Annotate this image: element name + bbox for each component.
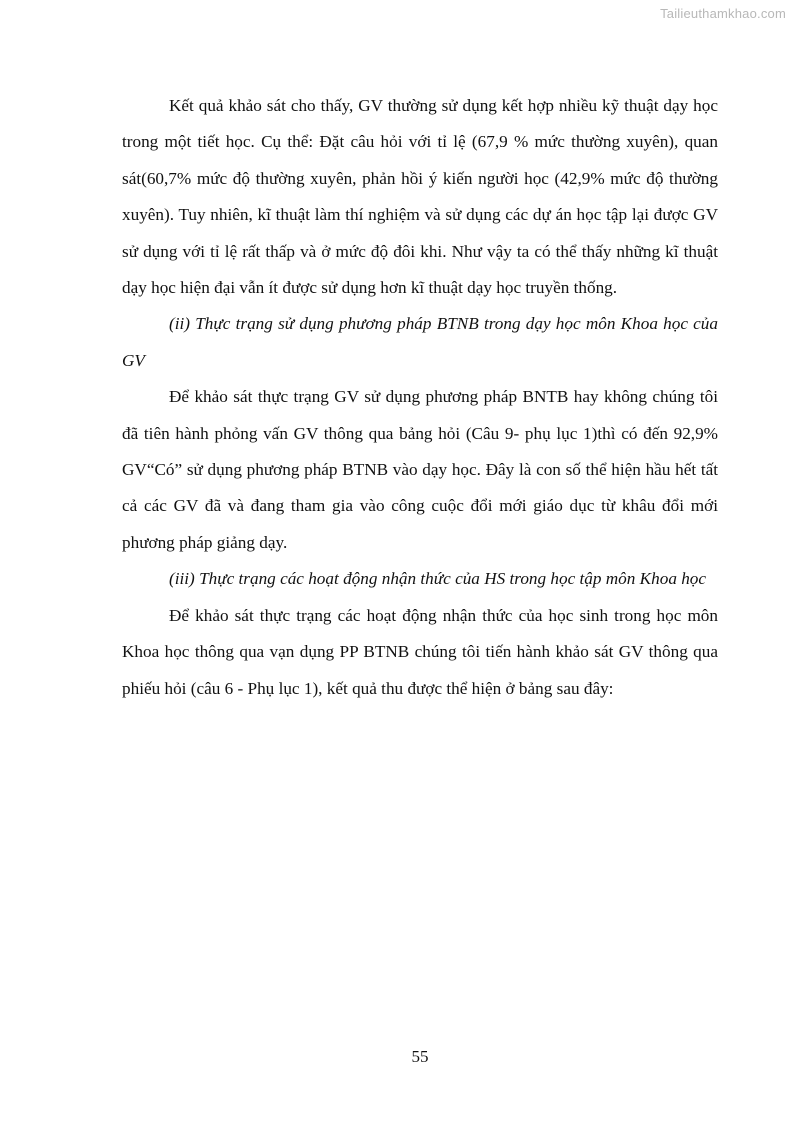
watermark-text: Tailieuthamkhao.com	[660, 6, 786, 21]
paragraph-btnb-usage: Để khảo sát thực trạng GV sử dụng phương pháp BNTB hay không chúng tôi đã tiên hành phỏng vấn GV thông qua bảng hỏi (Câu 9- phụ lục 1)thì có đến 92,9% GV“Có” sử dụng phương pháp BTNB vào dạy học. Đây là con số thể hiện hầu hết tất cả các GV đã và đang tham gia vào công cuộc đổi mới giáo dục từ khâu đổi mới phương pháp giảng dạy.	[122, 387, 718, 552]
page-number: 55	[411, 1047, 429, 1066]
paragraph-cognitive-activities: Để khảo sát thực trạng các hoạt động nhận thức của học sinh trong học môn Khoa học thông qua vạn dụng PP BTNB chúng tôi tiến hành khảo sát GV thông qua phiếu hỏi (câu 6 - Phụ lục 1), kết quả thu được thể hiện ở bảng sau đây:	[122, 605, 718, 698]
paragraph-survey-results: Kết quả khảo sát cho thấy, GV thường sử dụng kết hợp nhiều kỹ thuật dạy học trong một tiết học. Cụ thể: Đặt câu hỏi với tỉ lệ (67,9 % mức thường xuyên), quan sát(60,7% mức độ thường xuyên, phản hồi ý kiến người học (42,9% mức độ thường xuyên). Tuy nhiên, kĩ thuật làm thí nghiệm và sử dụng các dự án học tập lại được GV sử dụng với tỉ lệ rất thấp và ở mức độ đôi khi. Như vậy ta có thể thấy những kĩ thuật dạy học hiện đại vẫn ít được sử dụng hơn kĩ thuật dạy học truyền thống.	[122, 96, 718, 298]
page-body	[122, 88, 718, 707]
heading-btnb-usage: (ii) Thực trạng sử dụng phương pháp BTNB trong dạy học môn Khoa học của GV	[122, 314, 718, 370]
heading-cognitive-activities: (iii) Thực trạng các hoạt động nhận thức của HS trong học tập môn Khoa học	[169, 569, 707, 589]
